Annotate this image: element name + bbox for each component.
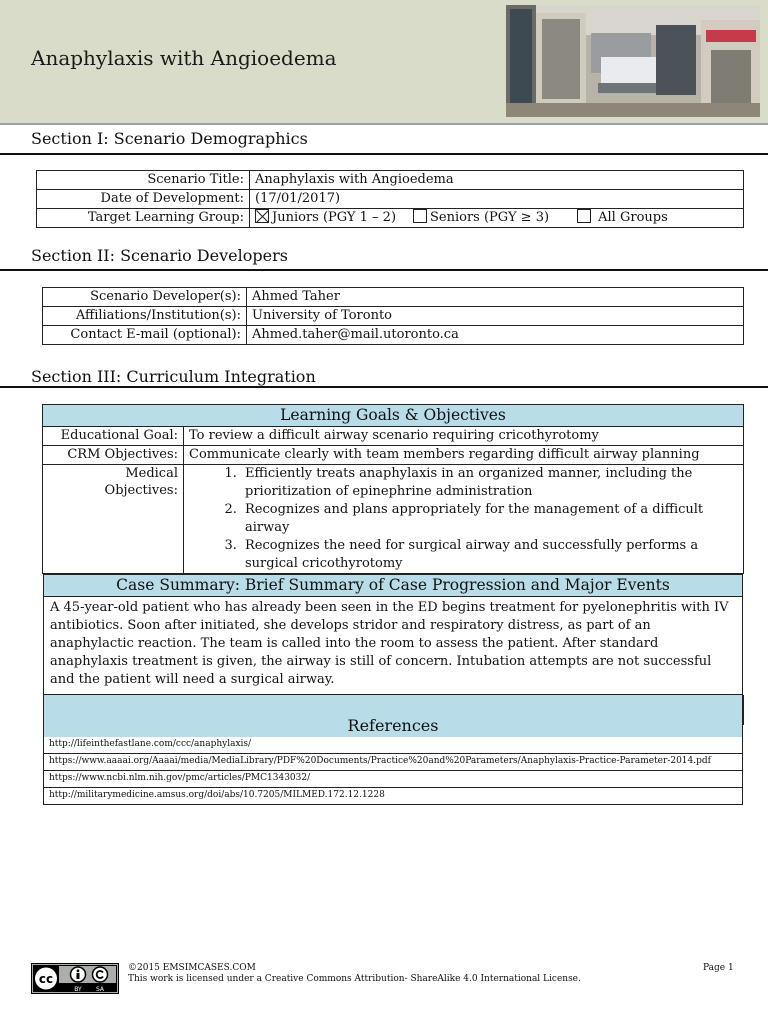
developer-label: Scenario Developer(s):	[43, 288, 247, 307]
section1-rule	[0, 153, 768, 155]
checkbox-icon[interactable]	[577, 209, 591, 223]
reference-link[interactable]: https://www.aaaai.org/Aaaai/media/MediaLibrary/PDF%20Documents/Practice%20and%20Parameters/Anaphylaxis-Practice-Parameter-2014.pdf	[43, 753, 743, 771]
list-item: 3. Recognizes the need for surgical airway and successfully performs a surgical cricothyrotomy	[241, 537, 738, 573]
section3-title: Section III: Curriculum Integration	[31, 367, 316, 386]
cc-by-text: BY	[74, 986, 82, 993]
references-heading-cell	[43, 694, 743, 737]
case-summary-text: A 45-year-old patient who has already been seen in the ED begins treatment for pyelonephritis with IV antibiotics. Soon after initiated, she develops stridor and respiratory distress, as part of an anaphylactic reaction. The team is called into the room to assess the patient. After standard anaphylaxis treatment is given, the airway is still of concern. Intubation attempts are not successful and the patient will need a surgical airway.	[50, 600, 729, 687]
license-text[interactable]: This work is licensed under a Creative Commons Attribution- ShareAlike 4.0 International License.	[128, 974, 581, 984]
medical-objectives-label: Medical Objectives:	[43, 465, 184, 574]
document-title: Anaphylaxis with Angioedema	[31, 46, 337, 70]
email-value[interactable]: Ahmed.taher@mail.utoronto.ca	[247, 326, 744, 345]
learning-goals-heading: Learning Goals & Objectives	[43, 405, 744, 427]
svg-text:cc: cc	[38, 972, 54, 986]
date-label: Date of Development:	[37, 190, 250, 209]
email-label: Contact E-mail (optional):	[43, 326, 247, 345]
educational-goal-label: Educational Goal:	[43, 427, 184, 446]
list-item: 2. Recognizes and plans appropriately for the management of a difficult airway	[241, 501, 738, 537]
table-row	[43, 288, 744, 307]
option-all-groups[interactable]	[577, 209, 668, 226]
developers-table	[42, 287, 744, 345]
emergency-room-photo	[506, 5, 760, 117]
references-heading: References	[347, 716, 439, 735]
table-row	[43, 446, 744, 465]
section2-title: Section II: Scenario Developers	[31, 246, 288, 265]
references-border	[742, 695, 744, 725]
case-summary-box	[43, 574, 743, 696]
option-label: Seniors (PGY ≥ 3)	[430, 210, 550, 225]
checkbox-checked-icon[interactable]	[255, 209, 269, 223]
table-row	[43, 326, 744, 345]
references-box	[43, 694, 743, 805]
cc-sa-text: SA	[95, 986, 105, 993]
table-row	[37, 190, 744, 209]
table-row	[37, 171, 744, 190]
reference-link[interactable]: https://www.ncbi.nlm.nih.gov/pmc/articles/PMC1343032/	[43, 770, 743, 788]
crm-label: CRM Objectives:	[43, 446, 184, 465]
target-group-options	[250, 209, 744, 228]
reference-link[interactable]: http://militarymedicine.amsus.org/doi/abs/10.7205/MILMED.172.12.1228	[43, 787, 743, 805]
date-value: (17/01/2017)	[250, 190, 744, 209]
scenario-title-label: Scenario Title:	[37, 171, 250, 190]
table-row	[43, 465, 744, 574]
case-summary-heading: Case Summary: Brief Summary of Case Progression and Major Events	[44, 575, 742, 597]
page-number: Page 1	[703, 963, 734, 973]
table-row	[43, 427, 744, 446]
medical-objectives-list	[189, 465, 738, 573]
target-group-label: Target Learning Group:	[37, 209, 250, 228]
table-row	[37, 209, 744, 228]
section3-rule	[0, 386, 768, 388]
option-juniors[interactable]	[255, 209, 413, 226]
option-label: All Groups	[598, 210, 668, 225]
header-rule	[0, 123, 768, 125]
option-seniors[interactable]	[413, 209, 577, 226]
demographics-table	[36, 170, 744, 228]
checkbox-icon[interactable]	[413, 209, 427, 223]
table-row	[43, 405, 744, 427]
affiliation-label: Affiliations/Institution(s):	[43, 307, 247, 326]
developer-value: Ahmed Taher	[247, 288, 744, 307]
section1-title: Section I: Scenario Demographics	[31, 129, 308, 148]
creative-commons-by-sa-icon	[31, 963, 119, 994]
table-row	[43, 307, 744, 326]
option-label: Juniors (PGY 1 – 2)	[272, 210, 397, 225]
affiliation-value: University of Toronto	[247, 307, 744, 326]
scenario-title-value: Anaphylaxis with Angioedema	[250, 171, 744, 190]
educational-goal-value: To review a difficult airway scenario requiring cricothyrotomy	[184, 427, 744, 446]
crm-value: Communicate clearly with team members regarding difficult airway planning	[184, 446, 744, 465]
learning-goals-table	[42, 404, 744, 574]
reference-link[interactable]: http://lifeinthefastlane.com/ccc/anaphylaxis/	[43, 736, 743, 754]
list-item: 1. Efficiently treats anaphylaxis in an organized manner, including the prioritization of epinephrine administration	[241, 465, 738, 501]
footer-text	[128, 963, 581, 985]
copyright-text: ©2015 EMSIMCASES.COM	[128, 963, 256, 973]
section2-rule	[0, 269, 768, 271]
medical-objectives-value	[184, 465, 744, 574]
